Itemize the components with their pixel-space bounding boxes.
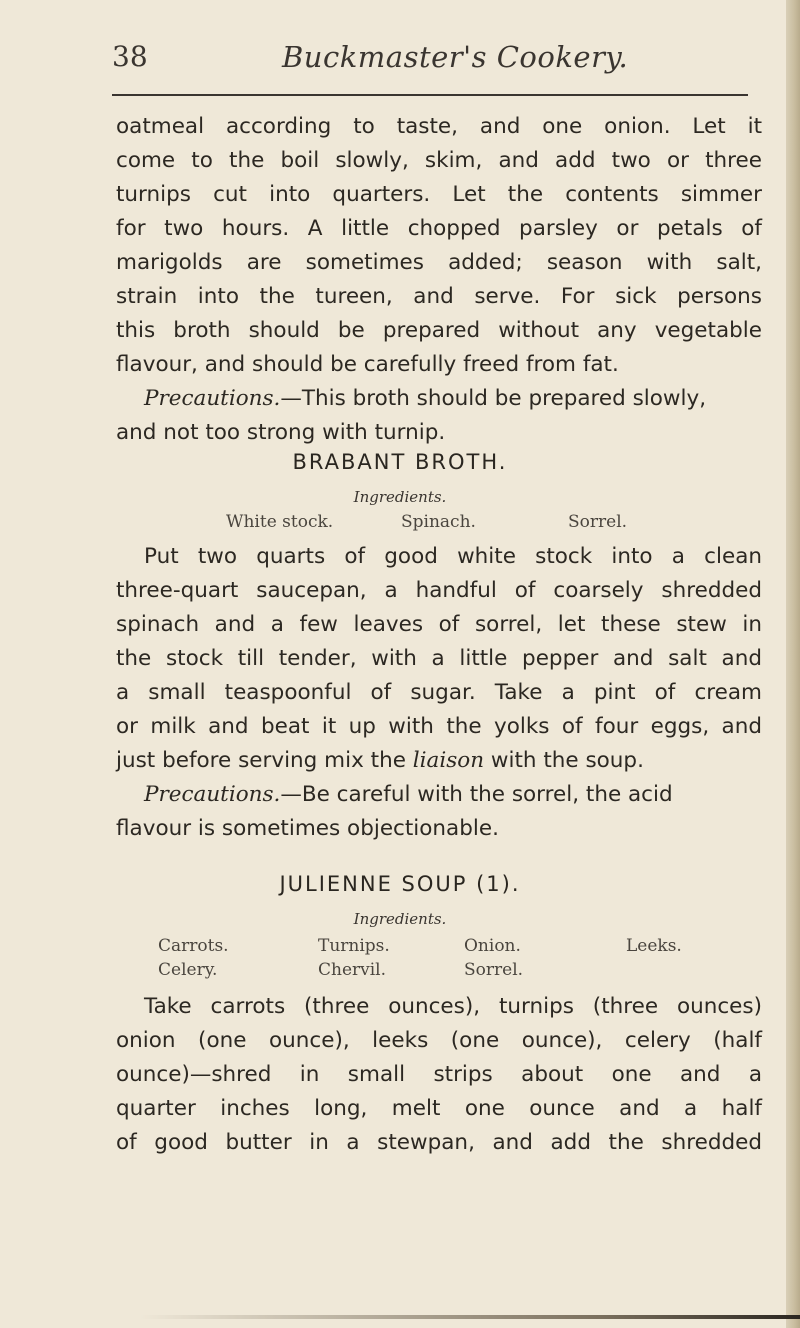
text-line: spinach and a few leaves of sorrel, let these stew in <box>116 612 762 637</box>
ingredient-item: Onion. <box>464 936 521 956</box>
bottom-edge-shadow <box>140 1315 800 1319</box>
brabant-ingredients-list <box>0 512 800 536</box>
intro-paragraph <box>116 110 762 450</box>
ingredient-item: Sorrel. <box>464 960 524 980</box>
running-title: Buckmaster's Cookery. <box>282 40 629 74</box>
text-line: or milk and beat it up with the yolks of four eggs, and <box>116 714 762 739</box>
text-line: for two hours. A little chopped parsley or petals of <box>116 216 762 241</box>
text-line: and not too strong with turnip. <box>116 420 446 445</box>
text-fragment: just before serving mix the <box>116 748 413 773</box>
text-line <box>116 744 762 778</box>
text-line: turnips cut into quarters. Let the contents simmer <box>116 182 762 207</box>
text-line: Put two quarts of good white stock into a clean <box>144 544 762 569</box>
julienne-soup-heading: JULIENNE SOUP (1). <box>279 872 521 896</box>
text-line: come to the boil slowly, skim, and add two or three <box>116 148 762 173</box>
precautions-line <box>116 382 762 416</box>
julienne-method <box>116 990 762 1160</box>
brabant-method <box>116 540 762 846</box>
text-line: oatmeal according to taste, and one onion. Let it <box>116 114 762 139</box>
text-fragment: with the soup. <box>484 748 644 773</box>
text-line: ounce)—shred in small strips about one and a <box>116 1062 762 1087</box>
ingredient-item: Spinach. <box>401 512 476 532</box>
julienne-ingredients-row <box>0 936 800 960</box>
precautions-label: Precautions. <box>144 782 281 807</box>
ingredient-item: Turnips. <box>318 936 390 956</box>
ingredient-item: Celery. <box>158 960 218 980</box>
text-line: onion (one ounce), leeks (one ounce), celery (half <box>116 1028 762 1053</box>
ingredient-item: Chervil. <box>318 960 387 980</box>
julienne-ingredients-row <box>0 960 800 984</box>
precautions-text: —This broth should be prepared slowly, <box>280 386 707 411</box>
text-line: quarter inches long, melt one ounce and a half <box>116 1096 762 1121</box>
page-header <box>112 40 752 80</box>
ingredient-item: Carrots. <box>158 936 229 956</box>
header-rule <box>112 94 748 96</box>
page-number: 38 <box>112 40 148 73</box>
precautions-label: Precautions. <box>144 386 281 411</box>
precautions-line <box>116 778 762 812</box>
liaison-term: liaison <box>412 748 485 773</box>
precautions-text: —Be careful with the sorrel, the acid <box>280 782 673 807</box>
text-line: this broth should be prepared without any vegetable <box>116 318 762 343</box>
text-line: a small teaspoonful of sugar. Take a pint of cream <box>116 680 762 705</box>
brabant-broth-heading: BRABANT BROTH. <box>292 450 508 474</box>
text-line: Take carrots (three ounces), turnips (three ounces) <box>144 994 762 1019</box>
ingredient-item: Leeks. <box>626 936 682 956</box>
text-line: three-quart saucepan, a handful of coarsely shredded <box>116 578 762 603</box>
julienne-ingredients-label: Ingredients. <box>353 910 447 928</box>
text-line: the stock till tender, with a little pepper and salt and <box>116 646 762 671</box>
text-line: of good butter in a stewpan, and add the shredded <box>116 1130 762 1155</box>
brabant-ingredients-label: Ingredients. <box>353 488 447 506</box>
text-line: flavour, and should be carefully freed from fat. <box>116 352 619 377</box>
text-line: strain into the tureen, and serve. For sick persons <box>116 284 762 309</box>
text-line: flavour is sometimes objectionable. <box>116 816 499 841</box>
page-edge <box>786 0 800 1328</box>
text-line: marigolds are sometimes added; season with salt, <box>116 250 762 275</box>
ingredient-item: Sorrel. <box>568 512 628 532</box>
ingredient-item: White stock. <box>226 512 334 532</box>
